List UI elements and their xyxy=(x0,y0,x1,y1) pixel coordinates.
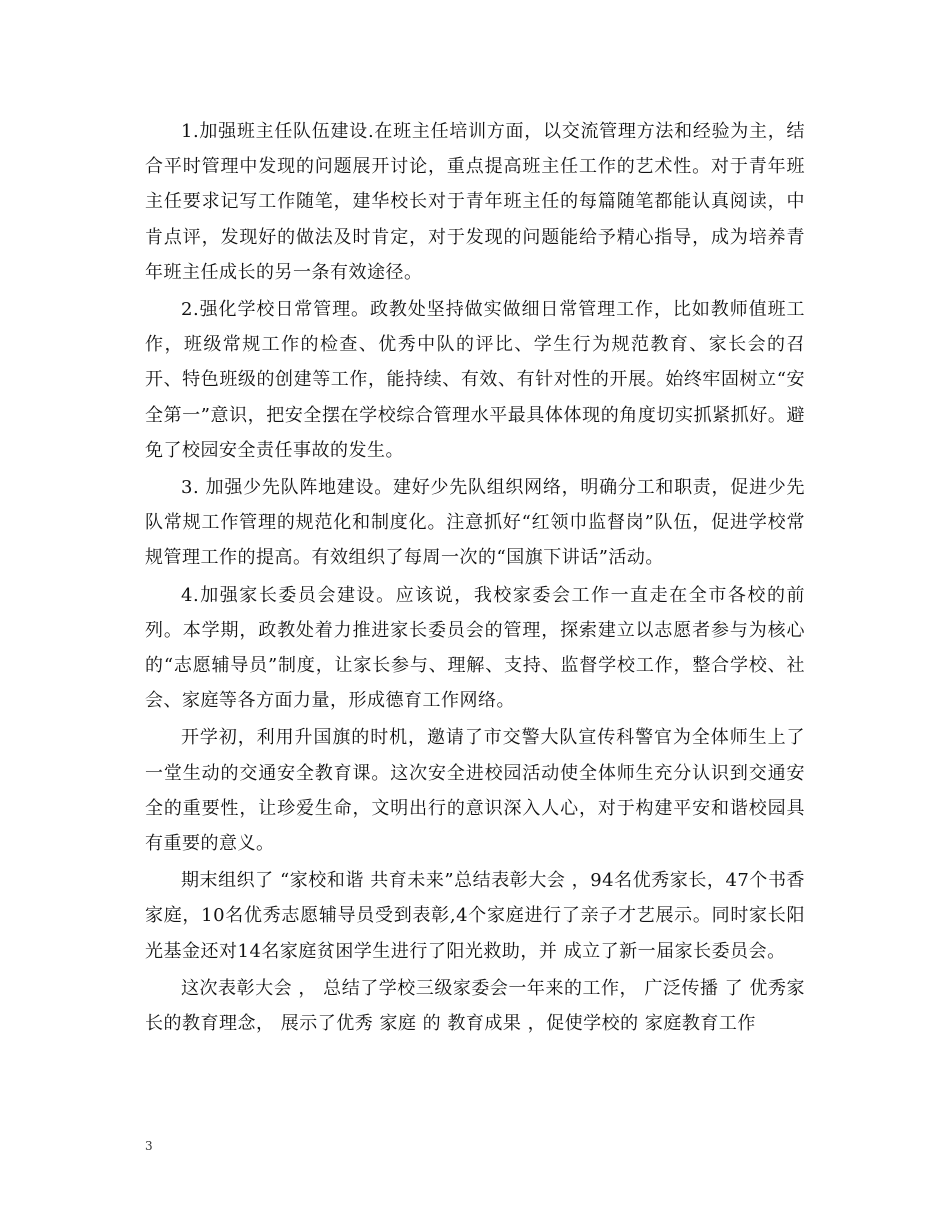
paragraph-young-pioneers: 3. 加强少先队阵地建设。建好少先队组织网络，明确分工和职责，促进少先队常规工作管理的规范化和制度化。注意抓好“红领巾监督岗”队伍，促进学校常规管理工作的提高。有效组织了每周一次的“国旗下讲话”活动。 xyxy=(145,477,805,569)
paragraph-class-teacher-team: 1.加强班主任队伍建设.在班主任培训方面，以交流管理方法和经验为主，结合平时管理中发现的问题展开讨论，重点提高班主任工作的艺术性。对于青年班主任要求记写工作随笔，建华校长对于青年班主任的每篇随笔都能认真阅读，中肯点评，发现好的做法及时肯定，对于发现的问题能给予精心指导，成为培养青年班主任成长的另一条有效途径。 xyxy=(145,121,805,283)
paragraph-daily-management: 2.强化学校日常管理。政教处坚持做实做细日常管理工作，比如教师值班工作，班级常规工作的检查、优秀中队的评比、学生行为规范教育、家长会的召开、特色班级的创建等工作，能持续、有效、有针对性的开展。始终牢固树立“安全第一”意识，把安全摆在学校综合管理水平最具体体现的角度切实抓紧抓好。避免了校园安全责任事故的发生。 xyxy=(145,299,805,461)
paragraph-commendation-meeting: 期末组织了 “家校和谐 共育未来”总结表彰大会 ，94名优秀家长，47个书香家庭，10名优秀志愿辅导员受到表彰,4个家庭进行了亲子才艺展示。同时家长阳光基金还对14名家庭贫困学生进行了阳光救助，并 成立了新一届家长委员会。 xyxy=(145,870,805,962)
paragraph-meeting-summary: 这次表彰大会 ， 总结了学校三级家委会一年来的工作， 广泛传播 了 优秀家长的教育理念， 展示了优秀 家庭 的 教育成果 ，促使学校的 家庭教育工作 xyxy=(145,977,805,1035)
paragraph-traffic-safety: 开学初，利用升国旗的时机，邀请了市交警大队宣传科警官为全体师生上了一堂生动的交通安全教育课。这次安全进校园活动使全体师生充分认识到交通安全的重要性，让珍爱生命，文明出行的意识深入人心，对于构建平安和谐校园具有重要的意义。 xyxy=(145,727,805,855)
page-number: 3 xyxy=(145,1139,153,1153)
paragraph-parent-committee: 4.加强家长委员会建设。应该说，我校家委会工作一直走在全市各校的前列。本学期，政教处着力推进家长委员会的管理，探索建立以志愿者参与为核心的“志愿辅导员”制度，让家长参与、理解、支持、监督学校工作，整合学校、社会、家庭等各方面力量，形成德育工作网络。 xyxy=(145,584,805,712)
document-body xyxy=(145,114,805,1043)
